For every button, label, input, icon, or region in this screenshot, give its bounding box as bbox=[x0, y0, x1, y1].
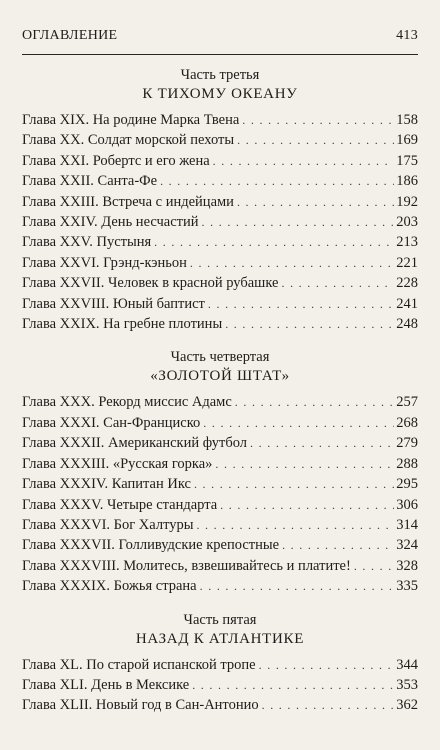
chapter-title: Глава XXXVIII. Молитесь, взвешивайтесь и платите! bbox=[22, 557, 351, 574]
chapter-title: Глава XXIX. На гребне плотины bbox=[22, 316, 223, 333]
chapter-title: Глава XXXVI. Бог Халтуры bbox=[22, 516, 194, 533]
chapter-title: Глава XXII. Санта-Фе bbox=[22, 173, 158, 190]
chapter-entry bbox=[22, 294, 418, 314]
chapter-title: Глава XLI. День в Мексике bbox=[22, 676, 190, 693]
chapter-entry bbox=[22, 433, 418, 453]
chapter-list bbox=[22, 392, 418, 596]
chapter-entry bbox=[22, 212, 418, 232]
part-name: К ТИХОМУ ОКЕАНУ bbox=[142, 86, 298, 102]
chapter-entry bbox=[22, 695, 418, 715]
chapter-entry bbox=[22, 576, 418, 596]
dot-leader bbox=[194, 474, 394, 494]
chapter-page-number: 175 bbox=[396, 152, 418, 169]
chapter-title: Глава XXVII. Человек в красной рубашке bbox=[22, 275, 279, 292]
chapter-page-number: 344 bbox=[396, 656, 418, 673]
chapter-page-number: 295 bbox=[396, 476, 418, 493]
dot-leader bbox=[282, 535, 394, 555]
chapter-list bbox=[22, 655, 418, 716]
dot-leader bbox=[208, 294, 394, 314]
dot-leader bbox=[259, 655, 395, 675]
running-head-title: ОГЛАВЛЕНИЕ bbox=[22, 28, 118, 43]
dot-leader bbox=[242, 110, 394, 130]
chapter-page-number: 241 bbox=[396, 295, 418, 312]
chapter-title: Глава XXVIII. Юный баптист bbox=[22, 295, 205, 312]
dot-leader bbox=[354, 556, 394, 576]
chapter-title: Глава XIX. На родине Марка Твена bbox=[22, 112, 240, 128]
part-label: Часть третья bbox=[180, 67, 260, 83]
part-label: Часть пятая bbox=[183, 611, 257, 628]
chapter-entry bbox=[22, 515, 418, 535]
chapter-page-number: 203 bbox=[396, 214, 418, 231]
chapter-page-number: 158 bbox=[396, 112, 418, 128]
running-head bbox=[22, 28, 418, 44]
dot-leader bbox=[202, 212, 395, 232]
chapter-entry bbox=[22, 556, 418, 576]
chapter-entry bbox=[22, 110, 418, 130]
chapter-entry bbox=[22, 151, 418, 171]
part-name: «ЗОЛОТОЙ ШТАТ» bbox=[150, 368, 290, 385]
chapter-title: Глава XXIII. Встреча с индейцами bbox=[22, 193, 234, 210]
chapter-page-number: 221 bbox=[396, 254, 418, 271]
chapter-page-number: 169 bbox=[396, 132, 418, 149]
dot-leader bbox=[192, 675, 394, 695]
chapter-entry bbox=[22, 454, 418, 474]
chapter-page-number: 288 bbox=[396, 455, 418, 472]
dot-leader bbox=[203, 413, 394, 433]
dot-leader bbox=[213, 151, 395, 171]
chapter-title: Глава XLII. Новый год в Сан-Антонио bbox=[22, 697, 259, 714]
chapter-entry bbox=[22, 192, 418, 212]
chapter-title: Глава XXXIV. Капитан Икс bbox=[22, 476, 191, 493]
chapter-entry bbox=[22, 392, 418, 412]
dot-leader bbox=[250, 433, 394, 453]
chapter-entry bbox=[22, 232, 418, 252]
chapter-page-number: 314 bbox=[396, 516, 418, 533]
table-of-contents bbox=[22, 66, 418, 730]
part-name: НАЗАД К АТЛАНТИКЕ bbox=[135, 630, 305, 647]
toc-part bbox=[22, 611, 418, 716]
chapter-page-number: 213 bbox=[396, 234, 418, 251]
chapter-entry bbox=[22, 273, 418, 293]
chapter-entry bbox=[22, 655, 418, 675]
chapter-title: Глава XXXIII. «Русская горка» bbox=[22, 455, 213, 472]
dot-leader bbox=[154, 232, 394, 252]
chapter-page-number: 279 bbox=[396, 435, 418, 452]
chapter-title: Глава XL. По старой испанской тропе bbox=[22, 656, 256, 673]
chapter-entry bbox=[22, 474, 418, 494]
header-rule bbox=[22, 54, 418, 55]
chapter-title: Глава XXXV. Четыре стандарта bbox=[22, 496, 218, 513]
chapter-title: Глава XXI. Робертс и его жена bbox=[22, 152, 210, 169]
dot-leader bbox=[160, 171, 394, 191]
dot-leader bbox=[237, 192, 394, 212]
dot-leader bbox=[200, 576, 395, 596]
chapter-entry bbox=[22, 413, 418, 433]
dot-leader bbox=[196, 515, 394, 535]
chapter-title: Глава XXXVII. Голливудские крепостные bbox=[22, 537, 280, 554]
chapter-page-number: 257 bbox=[396, 394, 418, 411]
dot-leader bbox=[262, 695, 395, 715]
chapter-page-number: 268 bbox=[396, 414, 418, 431]
chapter-entry bbox=[22, 675, 418, 695]
chapter-list bbox=[22, 110, 418, 334]
chapter-page-number: 353 bbox=[396, 676, 418, 693]
chapter-title: Глава XXX. Рекорд миссис Адамс bbox=[22, 394, 232, 411]
chapter-page-number: 328 bbox=[396, 557, 418, 574]
dot-leader bbox=[190, 253, 394, 273]
chapter-entry bbox=[22, 314, 418, 334]
chapter-entry bbox=[22, 171, 418, 191]
dot-leader bbox=[237, 130, 394, 150]
toc-part bbox=[22, 66, 418, 334]
chapter-title: Глава XXVI. Грэнд-кэньон bbox=[22, 254, 187, 271]
chapter-title: Глава XXIV. День несчастий bbox=[22, 214, 199, 231]
dot-leader bbox=[281, 273, 394, 293]
toc-part bbox=[22, 348, 418, 596]
dot-leader bbox=[225, 314, 394, 334]
chapter-page-number: 362 bbox=[396, 697, 418, 714]
chapter-title: Глава XXV. Пустыня bbox=[22, 234, 152, 251]
chapter-page-number: 228 bbox=[396, 275, 418, 292]
chapter-entry bbox=[22, 130, 418, 150]
chapter-page-number: 192 bbox=[396, 193, 418, 210]
chapter-entry bbox=[22, 495, 418, 515]
chapter-page-number: 335 bbox=[396, 578, 418, 595]
chapter-title: Глава XXXII. Американский футбол bbox=[22, 435, 248, 452]
chapter-page-number: 306 bbox=[396, 496, 418, 513]
chapter-title: Глава XXXI. Сан-Франциско bbox=[22, 414, 201, 431]
dot-leader bbox=[215, 454, 394, 474]
part-label: Часть четвертая bbox=[170, 349, 270, 366]
dot-leader bbox=[220, 495, 394, 515]
chapter-page-number: 324 bbox=[396, 537, 418, 554]
page-number: 413 bbox=[396, 28, 418, 43]
chapter-entry bbox=[22, 253, 418, 273]
dot-leader bbox=[235, 392, 394, 412]
chapter-page-number: 248 bbox=[396, 316, 418, 333]
chapter-title: Глава XX. Солдат морской пехоты bbox=[22, 132, 235, 149]
chapter-entry bbox=[22, 535, 418, 555]
chapter-title: Глава XXXIX. Божья страна bbox=[22, 578, 197, 595]
chapter-page-number: 186 bbox=[396, 173, 418, 190]
